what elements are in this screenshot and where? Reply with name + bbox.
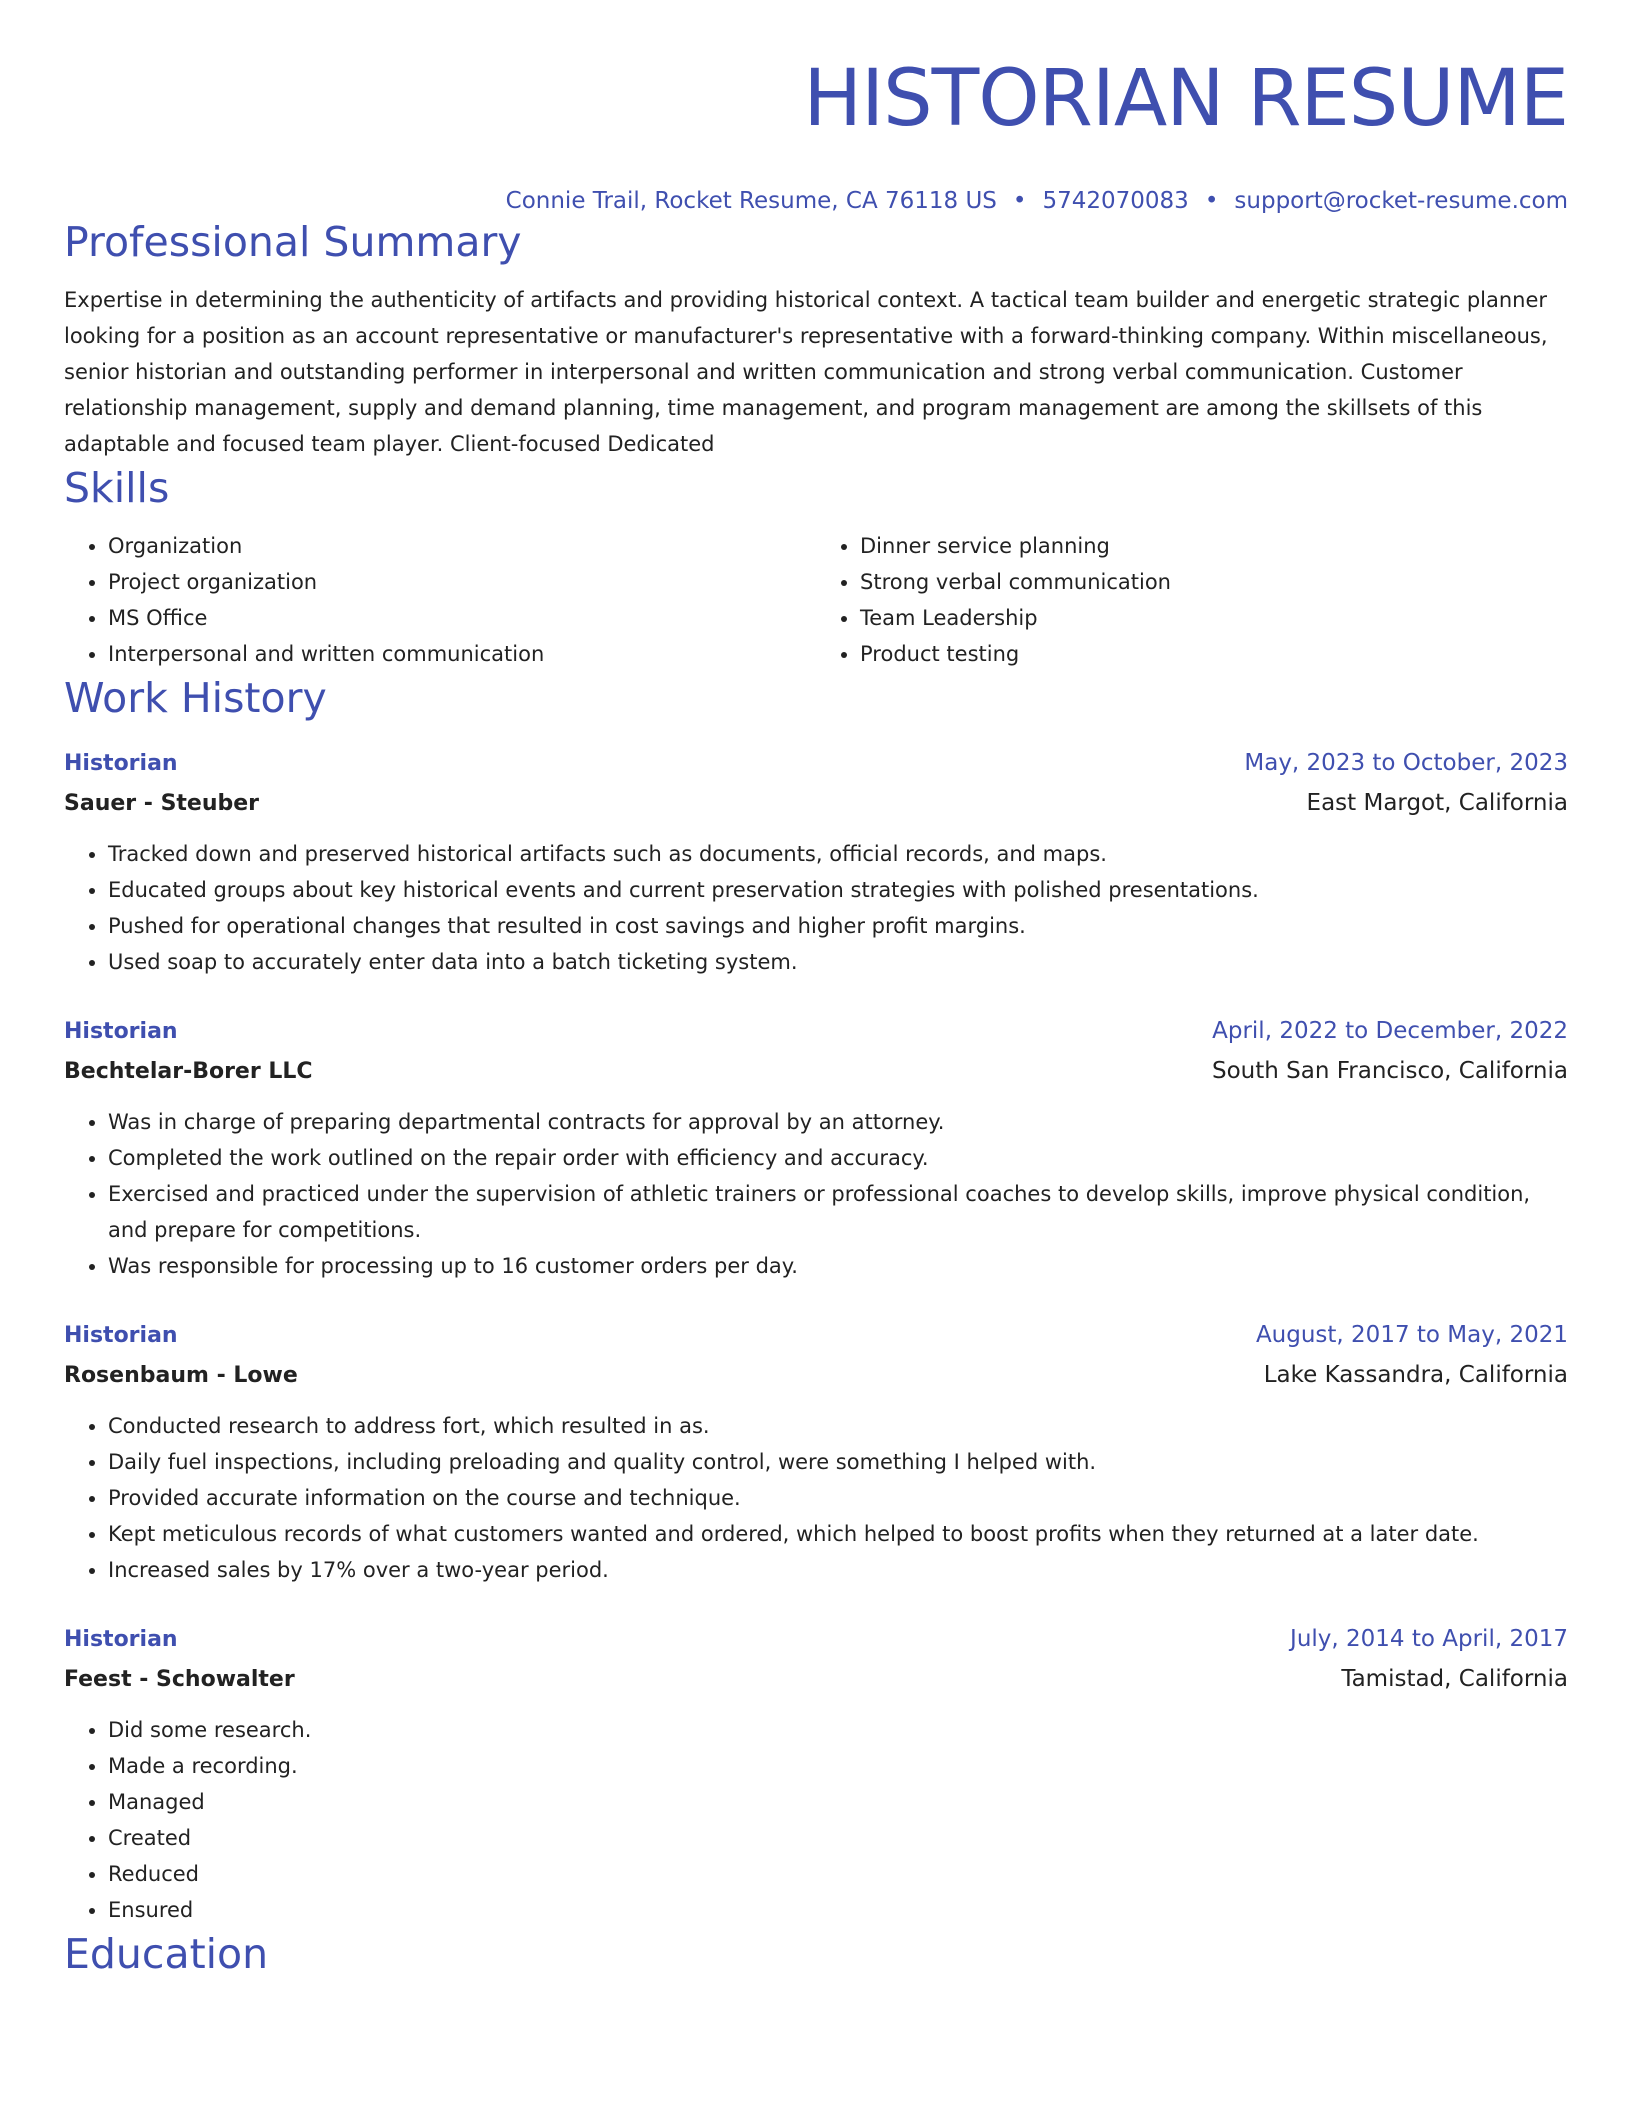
job-entry: [64, 1012, 1568, 1284]
job-entry: [64, 1316, 1568, 1588]
job-company-row: [64, 1051, 1568, 1092]
skill-item: • Organization: [108, 528, 816, 564]
job-bullet: • Was in charge of preparing departmental contracts for approval by an attorney.: [108, 1104, 1568, 1140]
job-company: Sauer - Steuber: [64, 791, 260, 816]
resume-page: [64, 0, 1568, 1980]
contact-phone: 5742070083: [1042, 188, 1189, 214]
contact-separator: •: [1012, 188, 1027, 214]
job-bullet: • Provided accurate information on the course and technique.: [108, 1480, 1568, 1516]
contact-line: [64, 186, 1568, 216]
job-dates: August, 2017 to May, 2021: [1255, 1322, 1568, 1348]
skills-column-right: [816, 528, 1568, 672]
job-company: Feest - Schowalter: [64, 1667, 295, 1692]
job-bullet: • Exercised and practiced under the supervision of athletic trainers or professional coaches to develop skills, improve physical condition, and prepare for competitions.: [108, 1176, 1568, 1248]
job-bullet: • Increased sales by 17% over a two-year period.: [108, 1552, 1568, 1588]
skill-item: • Interpersonal and written communication: [108, 636, 816, 672]
skill-item: • Project organization: [108, 564, 816, 600]
job-location: East Margot, California: [1306, 790, 1568, 816]
job-bullets: [64, 1712, 1568, 1928]
resume-title: HISTORIAN RESUME: [803, 54, 1568, 144]
job-company: Bechtelar-Borer LLC: [64, 1059, 313, 1084]
contact-address: Connie Trail, Rocket Resume, CA 76118 US: [505, 188, 997, 214]
job-bullet: • Did some research.: [108, 1712, 1568, 1748]
education-heading: Education: [64, 1930, 269, 1978]
summary-heading: Professional Summary: [64, 218, 522, 266]
job-bullet: • Completed the work outlined on the repair order with efficiency and accuracy.: [108, 1140, 1568, 1176]
job-bullet: • Educated groups about key historical events and current preservation strategies with polished presentations.: [108, 872, 1568, 908]
job-title: Historian: [64, 751, 178, 776]
job-title: Historian: [64, 1323, 178, 1348]
job-bullet: • Ensured: [108, 1892, 1568, 1928]
job-bullet: • Reduced: [108, 1856, 1568, 1892]
job-title: Historian: [64, 1627, 178, 1652]
job-dates: May, 2023 to October, 2023: [1244, 750, 1568, 776]
job-bullet: • Daily fuel inspections, including preloading and quality control, were something I helped with.: [108, 1444, 1568, 1480]
job-company: Rosenbaum - Lowe: [64, 1363, 298, 1388]
skill-item: • Product testing: [860, 636, 1568, 672]
job-header-row: [64, 1012, 1568, 1051]
skill-item: • Team Leadership: [860, 600, 1568, 636]
job-entry: [64, 1620, 1568, 1928]
job-bullet: • Tracked down and preserved historical artifacts such as documents, official records, and maps.: [108, 836, 1568, 872]
job-header-row: [64, 1316, 1568, 1355]
skill-item: • Dinner service planning: [860, 528, 1568, 564]
job-entry: [64, 744, 1568, 980]
job-bullet: • Managed: [108, 1784, 1568, 1820]
work-history-heading: Work History: [64, 674, 327, 722]
skills-column-left: [64, 528, 816, 672]
skills-list: [64, 528, 1568, 672]
job-location: Lake Kassandra, California: [1263, 1362, 1568, 1388]
skill-item: • MS Office: [108, 600, 816, 636]
contact-email: support@rocket-resume.com: [1234, 188, 1568, 214]
job-location: South San Francisco, California: [1212, 1058, 1568, 1084]
job-company-row: [64, 1659, 1568, 1700]
contact-separator: •: [1204, 188, 1219, 214]
job-bullet: • Created: [108, 1820, 1568, 1856]
job-bullets: [64, 836, 1568, 980]
job-company-row: [64, 1355, 1568, 1396]
job-bullet: • Was responsible for processing up to 16 customer orders per day.: [108, 1248, 1568, 1284]
skills-heading: Skills: [64, 464, 170, 512]
job-title: Historian: [64, 1019, 178, 1044]
job-bullet: • Pushed for operational changes that resulted in cost savings and higher profit margins.: [108, 908, 1568, 944]
job-bullets: [64, 1104, 1568, 1284]
job-company-row: [64, 783, 1568, 824]
job-header-row: [64, 1620, 1568, 1659]
job-dates: April, 2022 to December, 2022: [1212, 1018, 1568, 1044]
job-bullet: • Made a recording.: [108, 1748, 1568, 1784]
job-bullet: • Conducted research to address fort, which resulted in as.: [108, 1408, 1568, 1444]
job-header-row: [64, 744, 1568, 783]
summary-text: Expertise in determining the authenticity of artifacts and providing historical context. A tactical team builder and energetic strategic planner looking for a position as an account representative or manufacturer's representative with a forward-thinking company. Within miscellaneous, senior historian and outstanding performer in interpersonal and written communication and strong verbal communication. Customer relationship management, supply and demand planning, time management, and program management are among the skillsets of this adaptable and focused team player. Client-focused Dedicated: [64, 288, 1548, 456]
skill-item: • Strong verbal communication: [860, 564, 1568, 600]
job-bullet: • Kept meticulous records of what customers wanted and ordered, which helped to boost profits when they returned at a later date.: [108, 1516, 1568, 1552]
job-bullets: [64, 1408, 1568, 1588]
job-bullet: • Used soap to accurately enter data into a batch ticketing system.: [108, 944, 1568, 980]
job-location: Tamistad, California: [1341, 1666, 1568, 1692]
job-dates: July, 2014 to April, 2017: [1290, 1626, 1568, 1652]
